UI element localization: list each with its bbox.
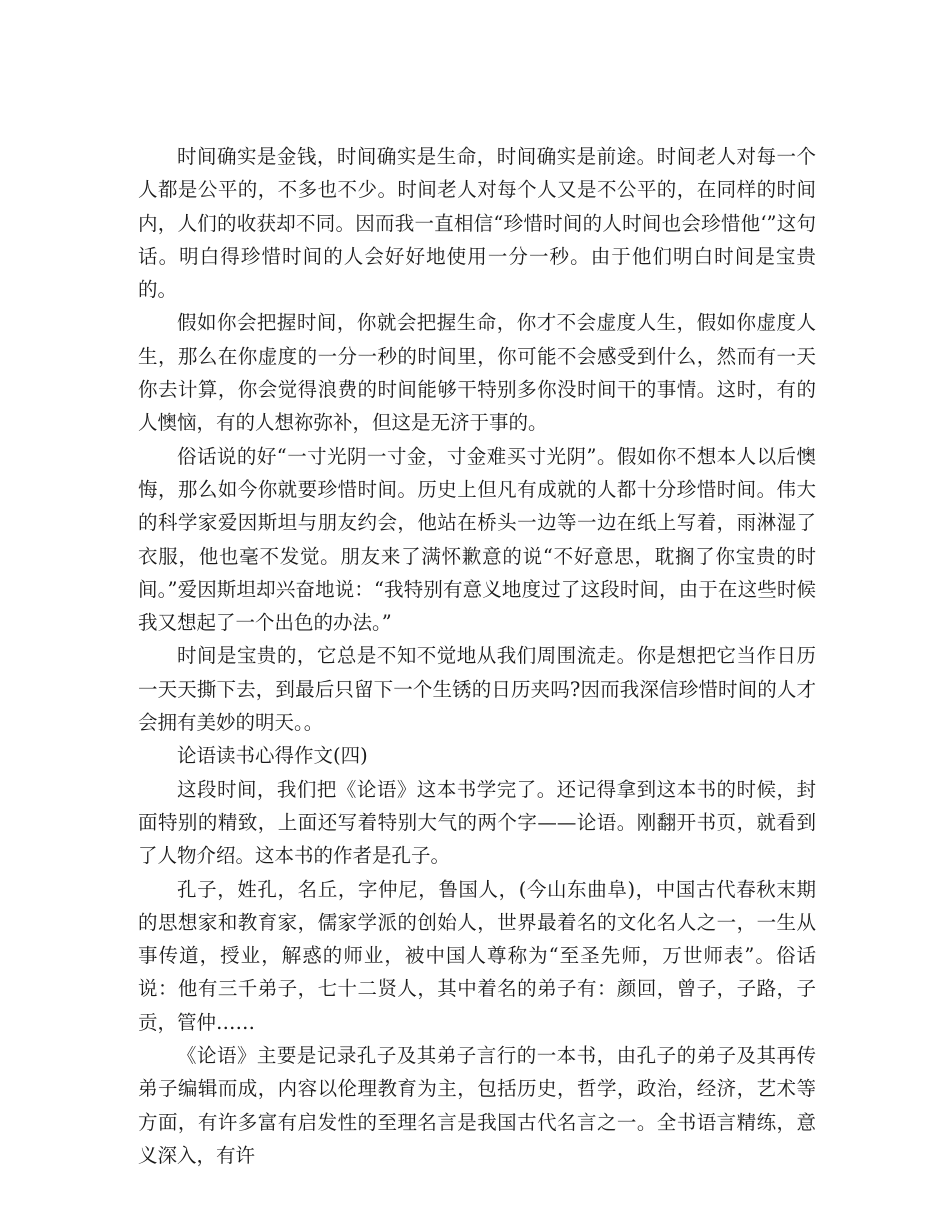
document-body bbox=[138, 140, 816, 1172]
paragraph-time-is-precious: 时间是宝贵的，它总是不知不觉地从我们周围流走。你是想把它当作日历一天天撕下去，到最后只留下一个生锈的日历夹吗?因而我深信珍惜时间的人才会拥有美妙的明天。。 bbox=[138, 644, 816, 735]
paragraph-lunyu-content: 《论语》主要是记录孔子及其弟子言行的一本书，由孔子的弟子及其再传弟子编辑而成，内容以伦理教育为主，包括历史，哲学，政治，经济，艺术等方面，有许多富有启发性的至理名言是我国古代名言之一。全书语言精练，意义深入，有许 bbox=[138, 1044, 816, 1167]
paragraph-einstein-story: 俗话说的好“一寸光阴一寸金，寸金难买寸光阴”。假如你不想本人以后懊悔，那么如今你就要珍惜时间。历史上但凡有成就的人都十分珍惜时间。伟大的科学家爱因斯坦与朋友约会，他站在桥头一边等一边在纸上写着，雨淋湿了衣服，他也毫不发觉。朋友来了满怀歉意的说“不好意思，耽搁了你宝贵的时间。”爱因斯坦却兴奋地说：“我特别有意义地度过了这段时间，由于在这些时候我又想起了一个出色的办法。” bbox=[138, 444, 816, 635]
paragraph-finished-lunyu: 这段时间，我们把《论语》这本书学完了。还记得拿到这本书的时候，封面特别的精致，上面还写着特别大气的两个字——论语。刚翻开书页，就看到了人物介绍。这本书的作者是孔子。 bbox=[138, 777, 816, 868]
paragraph-time-is-money: 时间确实是金钱，时间确实是生命，时间确实是前途。时间老人对每一个人都是公平的，不多也不少。时间老人对每个人又是不公平的，在同样的时间内，人们的收获却不同。因而我一直相信“珍惜时间的人时间也会珍惜他‘”这句话。明白得珍惜时间的人会好好地使用一分一秒。由于他们明白时间是宝贵的。 bbox=[138, 145, 816, 302]
paragraph-confucius-bio: 孔子，姓孔，名丘，字仲尼，鲁国人，(今山东曲阜)，中国古代春秋末期的思想家和教育家，儒家学派的创始人，世界最着名的文化名人之一，一生从事传道，授业，解惑的师业，被中国人尊称为“至圣先师，万世师表”。俗话说：他有三千弟子，七十二贤人，其中着名的弟子有：颜回，曾子，子路，子贡，管仲…… bbox=[138, 877, 816, 1034]
section-title: 论语读书心得作文(四) bbox=[177, 744, 368, 768]
paragraph-grasp-time: 假如你会把握时间，你就会把握生命，你才不会虚度人生，假如你虚度人生，那么在你虚度的一分一秒的时间里，你可能不会感受到什么，然而有一天你去计算，你会觉得浪费的时间能够干特别多你没时间干的事情。这时，有的人懊恼，有的人想祢弥补，但这是无济于事的。 bbox=[138, 311, 816, 435]
